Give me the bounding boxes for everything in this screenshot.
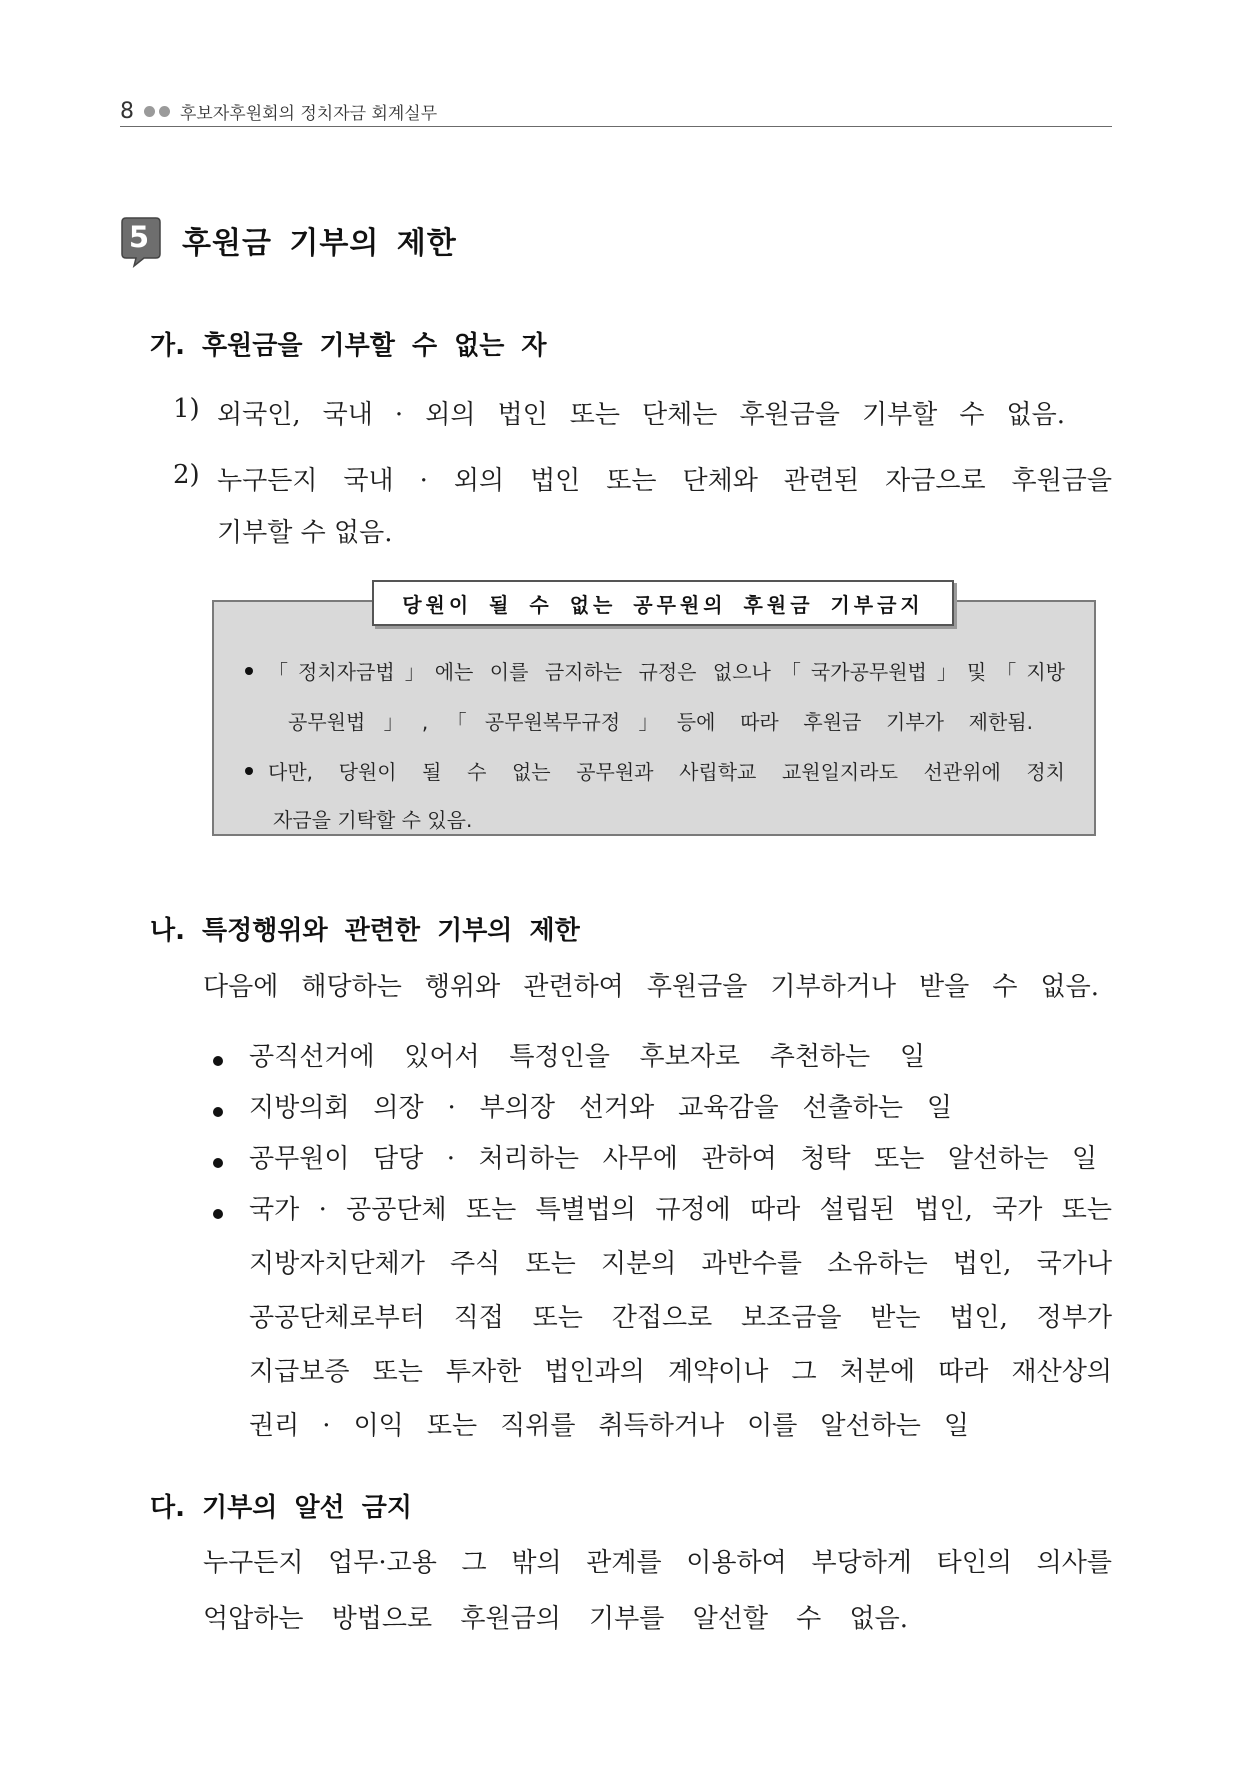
item-text: 외국인, 국내 · 외의 법인 또는 단체는 후원금을 기부할 수 없음. <box>217 400 1065 430</box>
list-item: 지방자치단체가 주식 또는 지분의 과반수를 소유하는 법인, 국가나 <box>249 1249 1112 1279</box>
list-item: 공직선거에 있어서 특정인을 후보자로 추천하는 일 <box>249 1042 925 1072</box>
list-item: 국가 · 공공단체 또는 특별법의 규정에 따라 설립된 법인, 국가 또는 <box>249 1195 1112 1225</box>
section-heading <box>120 216 457 264</box>
list-item: 공무원이 담당 · 처리하는 사무에 관하여 청탁 또는 알선하는 일 <box>249 1144 1097 1174</box>
subsection-text: 억압하는 방법으로 후원금의 기부를 알선할 수 없음. <box>203 1604 908 1634</box>
note-text: 다만, 당원이 될 수 없는 공무원과 사립학교 교원일지라도 선관위에 정치 <box>268 760 1065 784</box>
section-number: 5 <box>128 220 150 254</box>
section-number-badge <box>120 216 162 264</box>
header-dot-icon <box>144 106 155 117</box>
item-text: 누구든지 국내 · 외의 법인 또는 단체와 관련된 자금으로 후원금을 <box>217 466 1112 496</box>
running-header-title: 후보자후원회의 정치자금 회계실무 <box>180 103 438 124</box>
bullet-icon <box>213 1056 223 1066</box>
list-item: 지급보증 또는 투자한 법인과의 계약이나 그 처분에 따라 재산상의 <box>249 1357 1112 1387</box>
section-title: 후원금 기부의 제한 <box>182 226 457 261</box>
header-dot-icon <box>159 106 170 117</box>
note-text: 공무원법」,「공무원복무규정」등에 따라 후원금 기부가 제한됨. <box>288 710 1033 734</box>
note-text: 「정치자금법」에는 이를 금지하는 규정은 없으나「국가공무원법」및「지방 <box>268 660 1065 684</box>
item-text: 기부할 수 없음. <box>217 518 393 548</box>
subsection-text: 누구든지 업무·고용 그 밖의 관계를 이용하여 부당하게 타인의 의사를 <box>203 1548 1112 1578</box>
subsection-heading-c: 다. 기부의 알선 금지 <box>150 1493 412 1523</box>
subsection-intro: 다음에 해당하는 행위와 관련하여 후원금을 기부하거나 받을 수 없음. <box>203 972 1099 1002</box>
bullet-icon <box>213 1158 223 1168</box>
bullet-icon <box>213 1107 223 1117</box>
list-item: 공공단체로부터 직접 또는 간접으로 보조금을 받는 법인, 정부가 <box>249 1303 1112 1333</box>
list-item: 권리 · 이익 또는 직위를 취득하거나 이를 알선하는 일 <box>249 1411 969 1441</box>
note-text: 자금을 기탁할 수 있음. <box>273 808 473 832</box>
note-box-title: 당원이 될 수 없는 공무원의 후원금 기부금지 <box>372 580 954 626</box>
page-number: 8 <box>120 98 134 124</box>
list-item: 지방의회 의장 · 부의장 선거와 교육감을 선출하는 일 <box>249 1093 952 1123</box>
bullet-icon <box>213 1209 223 1219</box>
bullet-icon <box>245 667 253 675</box>
subsection-heading-a: 가. 후원금을 기부할 수 없는 자 <box>150 331 547 361</box>
running-header <box>120 96 1112 127</box>
item-label: 2) <box>173 460 200 490</box>
item-label: 1) <box>173 394 200 424</box>
bullet-icon <box>245 767 253 775</box>
subsection-heading-b: 나. 특정행위와 관련한 기부의 제한 <box>150 916 580 946</box>
